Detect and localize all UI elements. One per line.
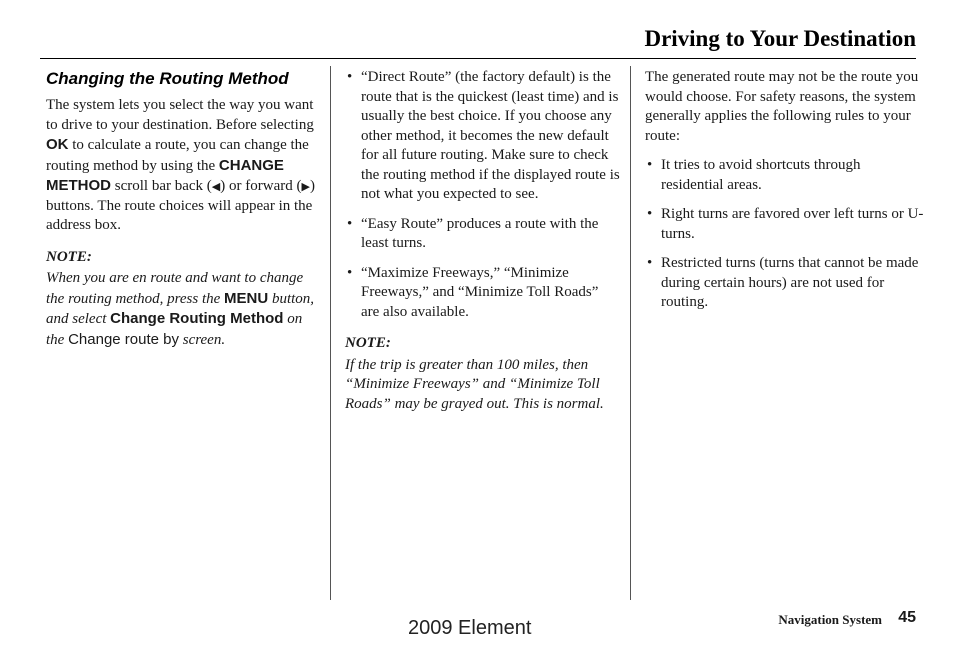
intro-paragraph	[46, 96, 318, 236]
column-2	[345, 68, 620, 424]
note-text-d: screen.	[179, 331, 226, 348]
back-arrow-icon: ◀	[211, 180, 221, 193]
change-route-by-label: Change route by	[68, 330, 179, 348]
intro-text-b: to calculate a route, you can change the routing method by using the	[46, 137, 309, 174]
intro-text-c: scroll bar back (	[111, 178, 212, 194]
note-label: NOTE:	[46, 248, 92, 265]
list-item: • Restricted turns (turns that cannot be made during certain hours) are not used for routing.	[645, 254, 925, 313]
forward-arrow-icon: ▶	[301, 180, 310, 193]
header-rule	[40, 58, 916, 59]
intro-text-a: The system lets you select the way you want to drive to your destination. Before selecting	[46, 97, 314, 133]
note-text-c: on the	[46, 311, 303, 348]
note-text-a: When you are en route and want to change the routing method, press the	[46, 270, 304, 307]
column-1	[46, 68, 318, 360]
note-paragraph: If the trip is greater than 100 miles, then “Minimize Freeways” and “Minimize Toll Roads” may be grayed out. This is normal.	[345, 356, 604, 412]
change-method-label: CHANGE METHOD	[46, 156, 284, 194]
list-item: • “Maximize Freeways,” “Minimize Freeways,” and “Minimize Toll Roads” are also available.	[345, 264, 620, 323]
footer-label: Navigation System	[778, 612, 882, 627]
section-title: Changing the Routing Method	[46, 69, 289, 88]
route-rules-list	[645, 156, 925, 313]
page-title: Driving to Your Destination	[644, 26, 916, 51]
rules-intro: The generated route may not be the route you would choose. For safety reasons, the system generally applies the following rules to your route:	[645, 69, 919, 144]
list-item: • “Easy Route” produces a route with the least turns.	[345, 215, 620, 254]
ok-button-label: OK	[46, 136, 69, 153]
note-paragraph	[46, 269, 318, 350]
menu-button-label: MENU	[224, 289, 269, 307]
note-text-b: button, and select	[46, 290, 315, 327]
column-divider-2	[630, 66, 631, 600]
list-item: • “Direct Route” (the factory default) is the route that is the quickest (least time) and is usually the best choice. If you choose any other method, it becomes the new default for all future routing. Make sure to check the routing method if the displayed route is not what you expected to see.	[345, 68, 620, 205]
route-options-list	[345, 68, 620, 322]
column-divider-1	[330, 66, 331, 600]
list-item: • It tries to avoid shortcuts through residential areas.	[645, 156, 925, 195]
list-item: • Right turns are favored over left turns or U-turns.	[645, 205, 925, 244]
page-number: 45	[898, 609, 916, 626]
intro-text-d: ) or forward (	[220, 178, 302, 194]
note-label: NOTE:	[345, 335, 391, 351]
column-3	[645, 68, 925, 323]
change-routing-method-label: Change Routing Method	[110, 310, 284, 327]
watermark: 2009 Element	[408, 617, 532, 639]
intro-text-e: ) buttons. The route choices will appear in the address box.	[46, 178, 315, 233]
